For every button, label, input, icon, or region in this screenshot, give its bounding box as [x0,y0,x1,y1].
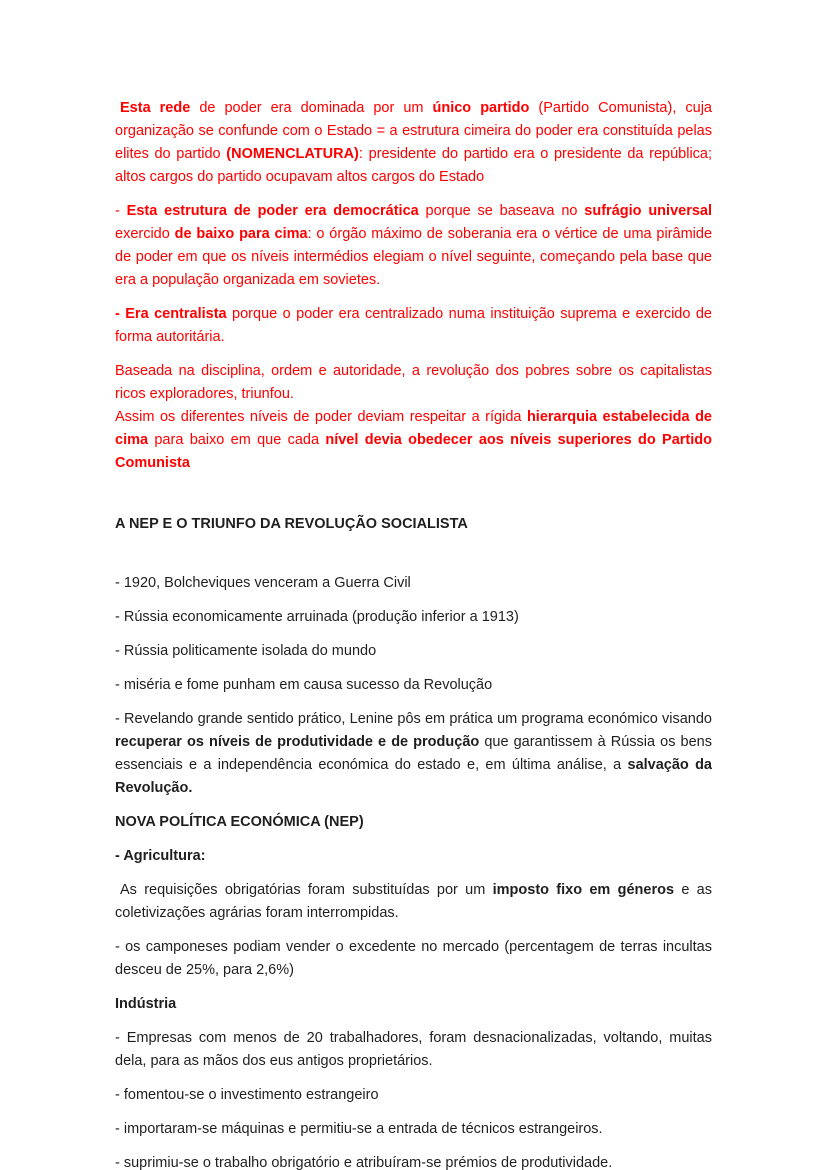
text-run: que garantissem à Rússia os bens essenciais e a independência económica do estado e, em última análise, a [115,734,712,773]
text-run: porque o poder era centralizado numa instituição suprema e exercido de forma autoritária. [115,306,712,345]
text-run: : o órgão máximo de soberania era o vértice de uma pirâmide de poder em que os níveis intermédios elegiam o nível seguinte, começando pela base que era a população organizada em sovietes. [115,226,713,288]
bold-text-run: nível devia obedecer aos níveis superiores do Partido Comunista [115,432,712,471]
text-run: - os camponeses podiam vender o excedente no mercado (percentagem de terras incultas desceu de 25%, para 2,6%) [115,939,712,978]
text-run: - suprimiu-se o trabalho obrigatório e atribuíram-se prémios de produtividade. [115,1155,613,1170]
bold-text-run: de baixo para cima [174,226,308,242]
bold-text-run: - Era centralista [115,306,227,322]
bold-text-run: (NOMENCLATURA) [226,146,359,162]
text-run: - Rússia economicamente arruinada (produção inferior a 1913) [115,609,519,625]
paragraph [115,97,712,189]
text-run: As requisições obrigatórias foram substituídas por um [120,882,493,898]
section-heading [115,811,712,834]
text-run: exercido [115,226,175,242]
paragraph [115,360,712,406]
bold-text-run: recuperar os níveis de produtividade e de produção [115,734,480,750]
paragraph [115,674,712,697]
text-run: - fomentou-se o investimento estrangeiro [115,1087,379,1103]
paragraph [115,640,712,663]
document-content [115,97,712,1170]
text-run: (Partido Comunista), cuja organização se confunde com o Estado = a estrutura cimeira do poder era constituída pelas elites do partido [115,100,712,162]
bold-text-run: - Agricultura: [115,848,206,864]
bold-text-run: sufrágio universal [584,203,713,219]
paragraph [115,1084,712,1107]
bold-text-run: Esta estrutura de poder era democrática [126,203,419,219]
paragraph [115,708,712,800]
paragraph [115,1152,712,1170]
paragraph [115,936,712,982]
text-run: para baixo em que cada [148,432,326,448]
bold-text-run: hierarquia estabelecida de cima [115,409,712,448]
paragraph [115,572,712,595]
paragraph [115,879,712,925]
text-run: Assim os diferentes níveis de poder deviam respeitar a rígida [115,409,527,425]
bold-text-run: Esta rede [120,100,191,116]
bold-text-run: único partido [432,100,530,116]
text-run: - miséria e fome punham em causa sucesso da Revolução [115,677,493,693]
text-run: - 1920, Bolcheviques venceram a Guerra Civil [115,575,411,591]
text-run: e as coletivizações agrárias foram interrompidas. [115,882,712,921]
text-run: : presidente do partido era o presidente da república; altos cargos do partido ocupavam altos cargos do Estado [115,146,713,185]
paragraph [115,303,712,349]
text-run: - importaram-se máquinas e permitiu-se a entrada de técnicos estrangeiros. [115,1121,603,1137]
paragraph [115,200,712,292]
bold-text-run: A NEP E O TRIUNFO DA REVOLUÇÃO SOCIALISTA [115,516,468,532]
bold-text-run: Indústria [115,996,177,1012]
paragraph [115,845,712,868]
text-run: - Revelando grande sentido prático, Lenine pôs em prática um programa económico visando [115,711,712,727]
text-run: porque se baseava no [418,203,585,219]
bold-text-run: imposto fixo em géneros [492,882,675,898]
text-run: - Rússia politicamente isolada do mundo [115,643,377,659]
bold-text-run: salvação da Revolução. [115,757,712,796]
section-heading [115,513,712,536]
bold-text-run: NOVA POLÍTICA ECONÓMICA (NEP) [115,814,364,830]
paragraph [115,1027,712,1073]
text-run: - Empresas com menos de 20 trabalhadores, foram desnacionalizadas, voltando, muitas dela, para as mãos dos eus antigos proprietários. [115,1030,712,1069]
text-run: de poder era dominada por um [190,100,433,116]
text-run: - [115,203,127,219]
paragraph [115,993,712,1016]
paragraph [115,1118,712,1141]
text-run: Baseada na disciplina, ordem e autoridade, a revolução dos pobres sobre os capitalistas ricos exploradores, triunfou. [115,363,712,402]
paragraph [115,606,712,629]
paragraph [115,406,712,475]
